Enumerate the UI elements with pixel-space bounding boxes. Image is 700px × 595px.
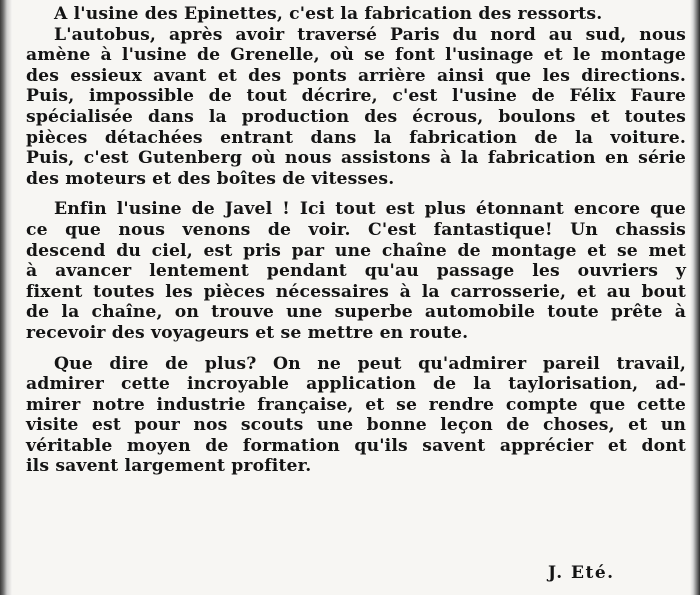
- text-line: descend du ciel, est pris par une chaîne de montage et se met: [26, 240, 686, 261]
- author-signature: J. Eté.: [548, 563, 615, 583]
- text-line: amène à l'usine de Grenelle, où se font l'usinage et le montage: [26, 45, 686, 66]
- text-line: de la chaîne, on trouve une superbe automobile toute prête à: [26, 302, 686, 323]
- text-line: recevoir des voyageurs et se mettre en route.: [26, 322, 469, 343]
- text-line: à avancer lentement pendant qu'au passage les ouvriers y: [26, 261, 686, 282]
- text-line: véritable moyen de formation qu'ils savent apprécier et dont: [26, 435, 686, 456]
- article-body: [26, 4, 686, 477]
- text-line: mirer notre industrie française, et se rendre compte que cette: [26, 394, 686, 415]
- text-line: fixent toutes les pièces nécessaires à la carrosserie, et au bout: [26, 281, 686, 302]
- text-line: Puis, c'est Gutenberg où nous assistons à la fabrication en série: [26, 148, 686, 169]
- scan-edge-right: [690, 0, 700, 595]
- paragraph-gap: [26, 344, 686, 354]
- paragraph-gap: [26, 189, 686, 199]
- text-line: Enfin l'usine de Javel ! Ici tout est plus étonnant encore que: [54, 199, 686, 220]
- text-line: ils savent largement profiter.: [26, 456, 312, 477]
- text-line: L'autobus, après avoir traversé Paris du nord au sud, nous: [54, 24, 686, 45]
- text-line: Que dire de plus? On ne peut qu'admirer pareil travail,: [54, 353, 686, 374]
- text-line: admirer cette incroyable application de la taylorisation, ad-: [26, 374, 686, 395]
- paragraph-3: [26, 199, 686, 343]
- text-line: A l'usine des Epinettes, c'est la fabrication des ressorts.: [54, 4, 603, 24]
- paragraph-1: [26, 4, 686, 25]
- scan-edge-left: [0, 0, 12, 595]
- paragraph-4: [26, 354, 686, 478]
- text-line: spécialisée dans la production des écrous, boulons et toutes: [26, 106, 686, 127]
- text-line: des essieux avant et des ponts arrière ainsi que les directions.: [26, 65, 686, 86]
- text-line: des moteurs et des boîtes de vitesses.: [26, 168, 395, 189]
- text-line: Puis, impossible de tout décrire, c'est l'usine de Félix Faure: [26, 86, 686, 107]
- text-line: visite est pour nos scouts une bonne leçon de choses, et un: [26, 415, 686, 436]
- text-line: ce que nous venons de voir. C'est fantastique! Un chassis: [26, 219, 686, 240]
- paragraph-2: [26, 25, 686, 190]
- text-line: pièces détachées entrant dans la fabrication de la voiture.: [26, 127, 686, 148]
